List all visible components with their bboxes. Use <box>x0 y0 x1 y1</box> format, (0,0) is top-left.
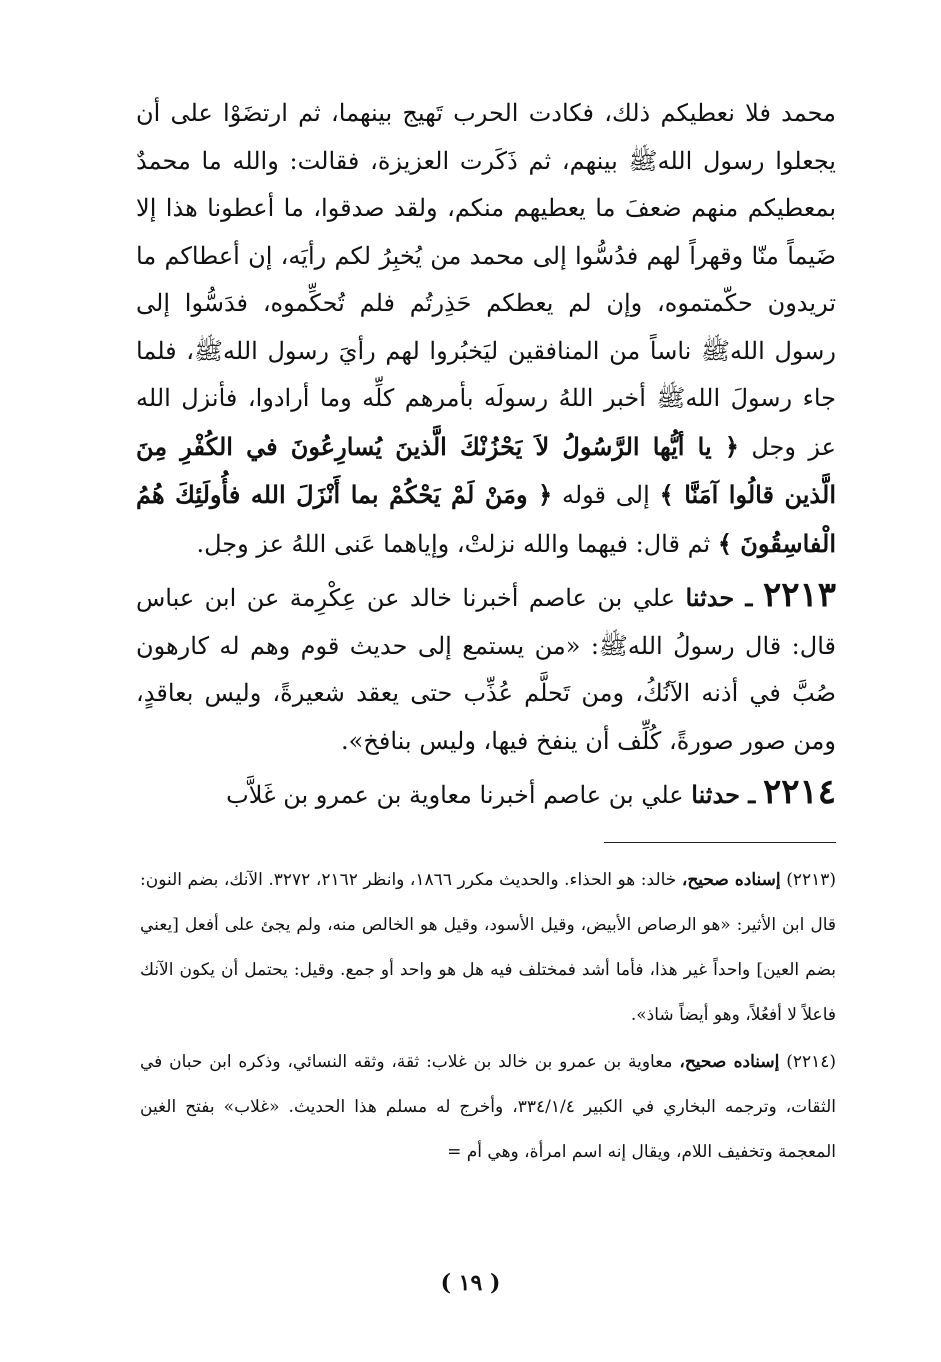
footnote-2213 <box>140 858 836 1038</box>
footnote-grading: إسناده صحيح، <box>681 870 781 890</box>
hadith-number: ٢٢١٣ <box>762 575 836 615</box>
quran-verse-1: ﴿ يا أيُّها الرَّسُولُ لاَ يَحْزُنْكَ الَّذينَ يُسارِعُونَ في الكُفْرِ مِنَ الَّذين قالُوا آمَنَّا ﴾ <box>136 431 837 509</box>
footnote-ref: (٢٢١٣) <box>786 870 836 890</box>
main-text <box>136 90 836 820</box>
hadith-number: ٢٢١٤ <box>762 772 836 812</box>
hadith-text: علي بن عاصم أخبرنا خالد عن عِكْرِمة عن ابن عباس قال: قال رسولُ اللهﷺ: «من يستمع إلى حديث قوم وهم له كارهون صُبَّ في أذنه الآنُكُ، ومن تَحلَّم عُذِّب حتى يعقد شعيرةً، وليس بعاقدٍ، ومن صور صورةً، كُلِّف أن ينفخ فيها، وليس بنافخ». <box>136 584 836 755</box>
hadith-2213 <box>136 572 836 765</box>
footnotes <box>140 858 836 1175</box>
story-ending: ثم قال: فيهما والله نزلتْ، وإياهما عَنى اللهُ عز وجل. <box>196 529 711 558</box>
footnote-text: معاوية بن عمرو بن خالد بن غلاب: ثقة، وثقه النسائي، وذكره ابن حبان في الثقات، وترجمه البخاري في الكبير ٣٣٤/١/٤، وأخرج له مسلم هذا الحديث. «غلاب» بفتح الغين المعجمة وتخفيف اللام، ويقال إنه اسم امرأة، وهي أم = <box>140 1052 836 1162</box>
quran-verse-2: ﴿ ومَنْ لَمْ يَحْكُمْ بما أَنْزَلَ الله فأُولَئِكَ هُمُ الْفاسِقُونَ ﴾ <box>136 480 836 558</box>
connector-text: إلى قوله <box>561 481 650 509</box>
footnote-ref: (٢٢١٤) <box>786 1052 837 1072</box>
page-number: ( ١٩ ) <box>440 1270 501 1296</box>
hadith-text: علي بن عاصم أخبرنا معاوية بن عمرو بن غَلاَّب <box>226 781 684 809</box>
story-text: محمد فلا نعطيكم ذلك، فكادت الحرب تَهيج بينهما، ثم ارتضَوْا على أن يجعلوا رسول اللهﷺ بينهم، ثم ذَكَرت العزيزة، فقالت: والله ما محمدٌ بمعطيكم منهم ضعفَ ما يعطيهم منكم، ولقد صدقوا، ما أعطونا هذا إلا ضَيماً منّا وقهراً لهم فدُسُّوا إلى محمد من يُخبِرُ لكم رأيَه، إن أعطاكم ما تريدون حكّمتموه، وإن لم يعطكم حَذِرتُم فلم تُحكِّموه، فدَسُّوا إلى رسول اللهﷺ ناساً من المنافقين ليَخبُروا لهم رأيَ رسول اللهﷺ، فلما جاء رسولَ اللهﷺ أخبر اللهُ رسولَه بأمرهم كلِّه وما أرادوا، فأنزل الله عز وجل <box>136 99 837 461</box>
hadith-2214 <box>136 769 836 820</box>
footnote-divider <box>604 842 836 843</box>
footnote-text: خالد: هو الحذاء. والحديث مكرر ١٨٦٦، وانظر ٢١٦٢، ٣٢٧٢. الآنك، بضم النون: قال ابن الأثير: «هو الرصاص الأبيض، وقيل الأسود، وقيل هو الخالص منه، ولم يجئ على أفعل [يعني بضم العين] واحداً غير هذا، فأما أشد فمختلف فيه هل هو واحد أو جمع. وقيل: يحتمل أن يكون الآنك فاعلاً لا أفعُلاً، وهو أيضاً شاذ». <box>140 870 836 1025</box>
footnote-grading: إسناده صحيح، <box>679 1052 780 1072</box>
hadith-lead: ـ حدثنا <box>685 583 753 612</box>
hadith-lead: ـ حدثنا <box>691 780 756 809</box>
paragraph-story <box>136 90 836 568</box>
footnote-2214 <box>140 1040 836 1175</box>
